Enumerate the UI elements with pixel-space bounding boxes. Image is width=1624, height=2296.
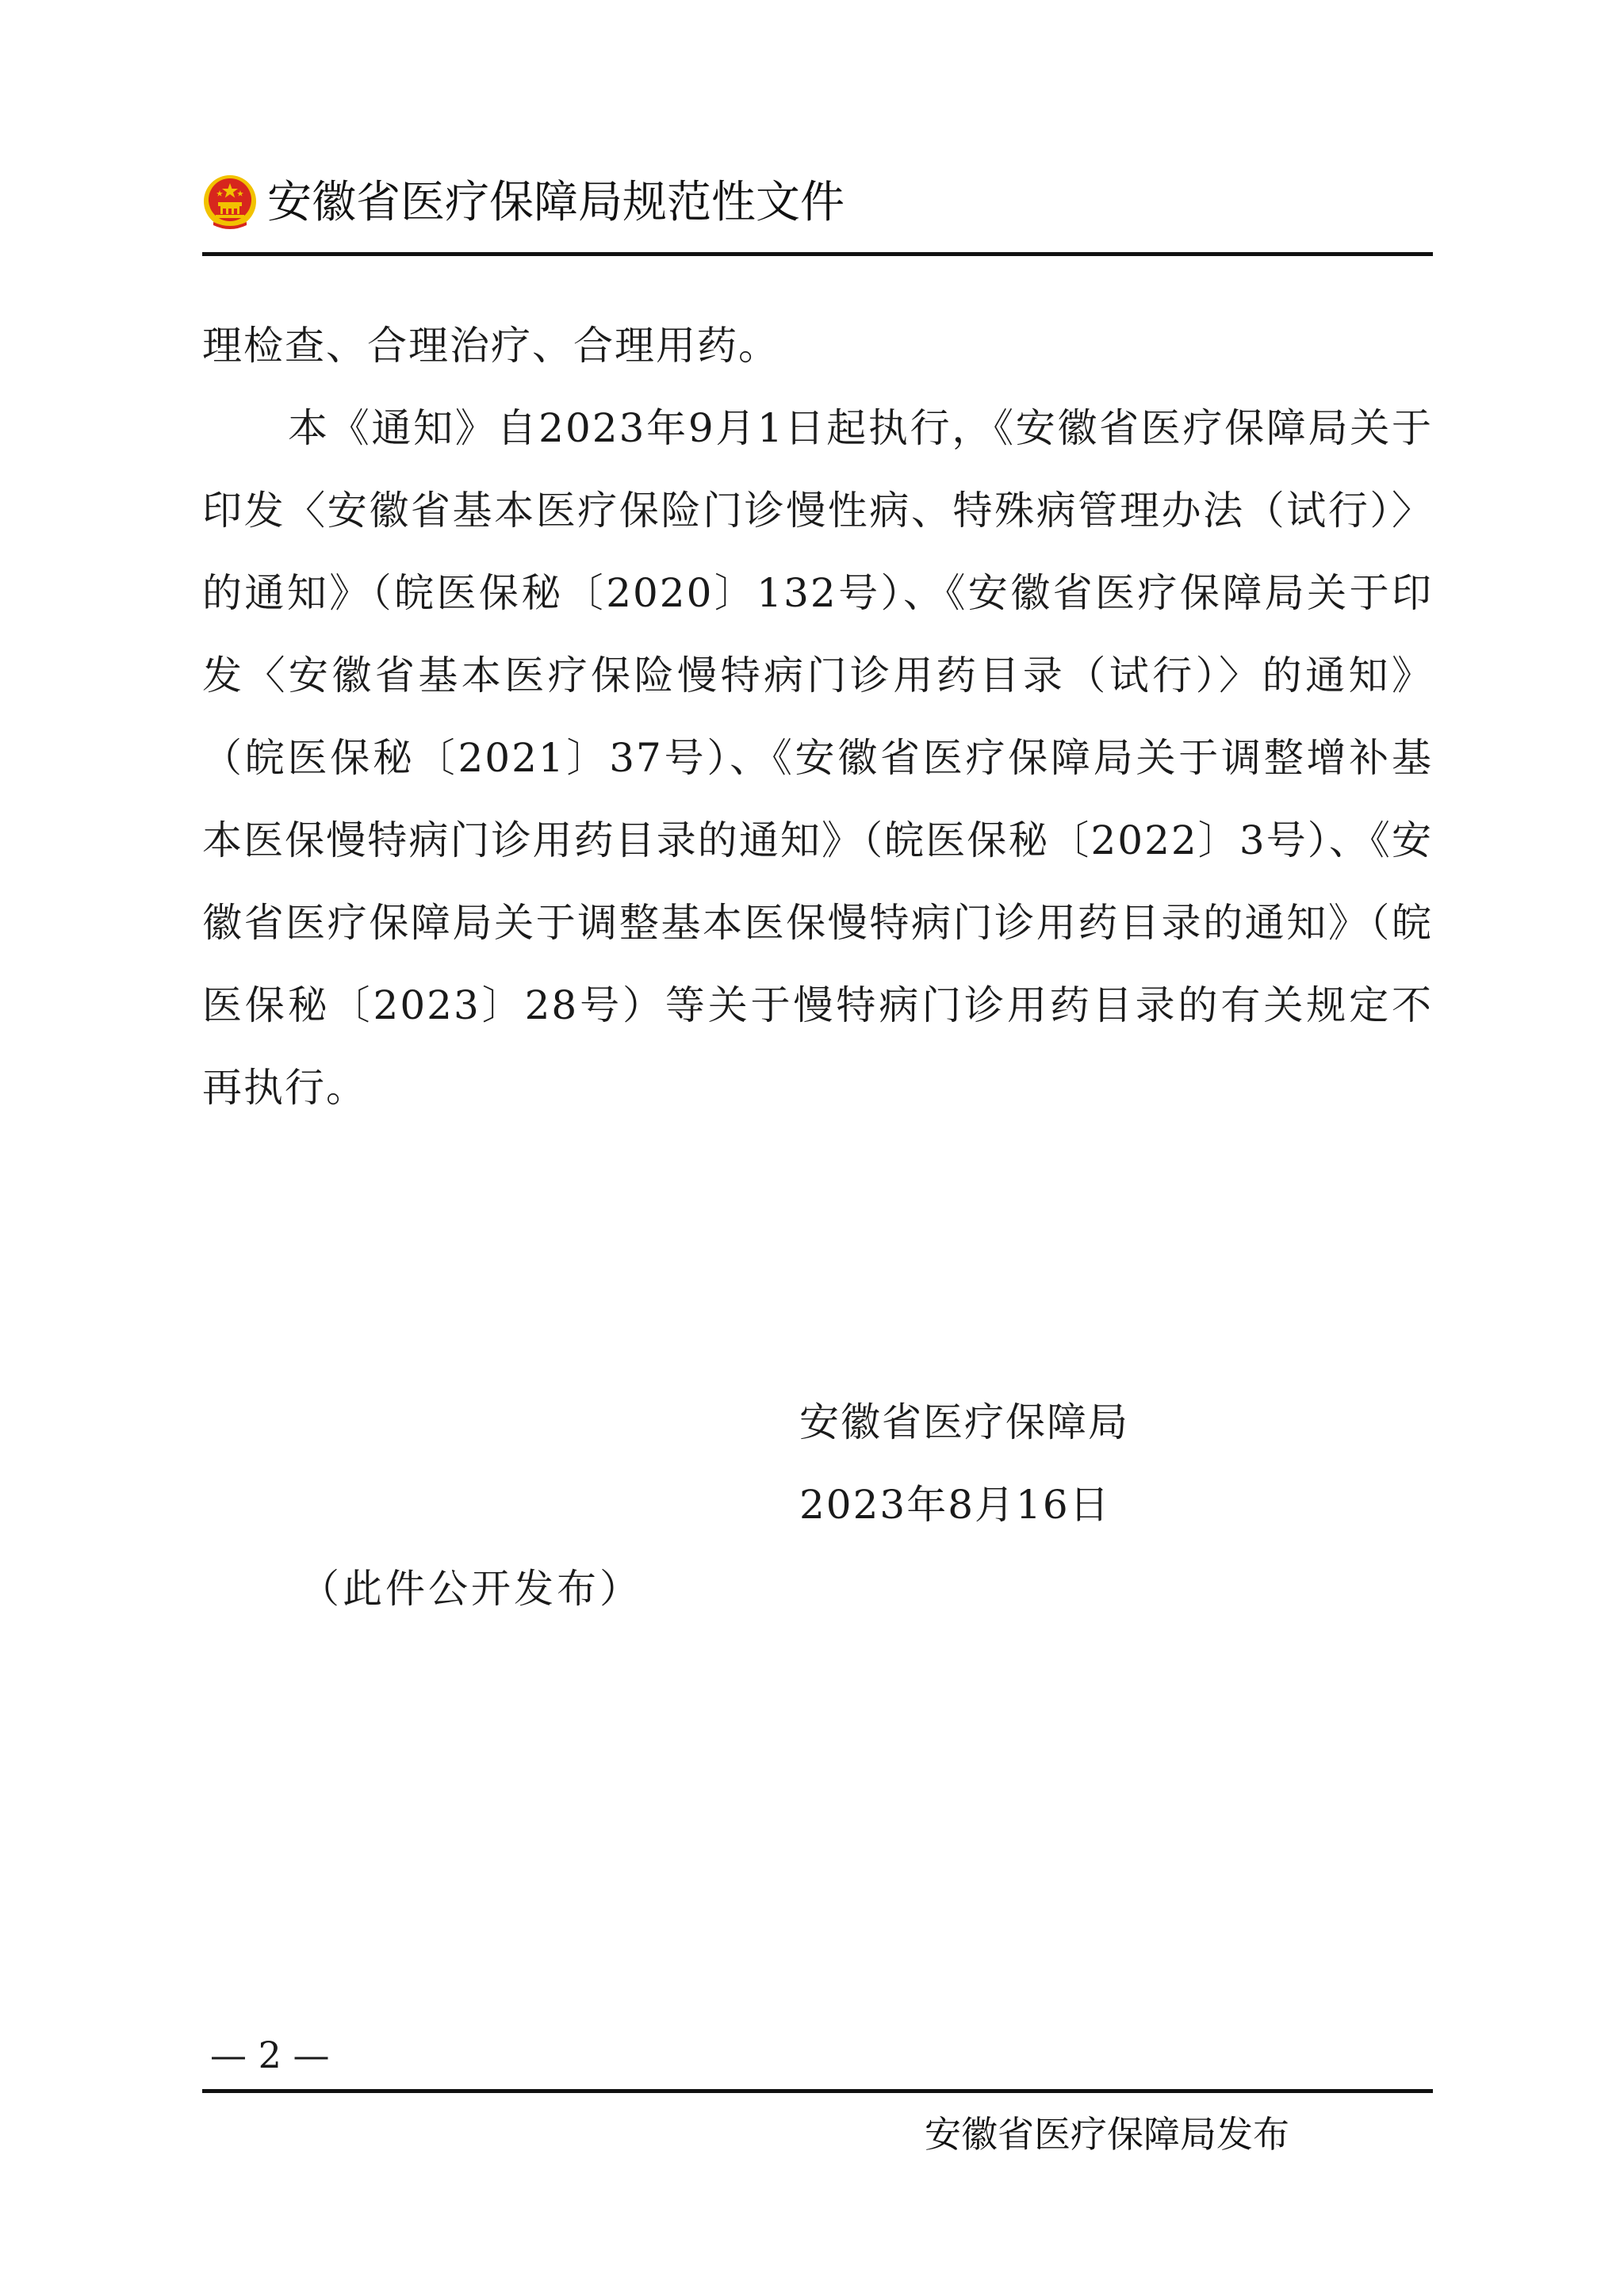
document-header <box>202 168 1433 239</box>
national-emblem-icon <box>202 173 258 233</box>
document-body <box>202 304 1433 1129</box>
public-release-note: （此件公开发布） <box>300 1566 642 1612</box>
footer-publisher: 安徽省医疗保障局发布 <box>925 2113 1289 2156</box>
header-title: 安徽省医疗保障局规范性文件 <box>267 177 845 228</box>
header-divider <box>202 252 1433 256</box>
footer-divider <box>202 2089 1433 2093</box>
page-number: — 2 — <box>210 2034 330 2076</box>
signature-date: 2023年8月16日 <box>799 1482 1111 1528</box>
signature-organization: 安徽省医疗保障局 <box>799 1399 1129 1445</box>
body-paragraph-effective-date: 本《通知》自2023年9月1日起执行，《安徽省医疗保障局关于印发〈安徽省基本医疗保险门诊慢性病、特殊病管理办法（试行）〉的通知》（皖医保秘〔2020〕132号）、《安徽省医疗保障局关于印发〈安徽省基本医疗保险慢特病门诊用药目录（试行）〉的通知》（皖医保秘〔2021〕37号）、《安徽省医疗保障局关于调整增补基本医保慢特病门诊用药目录的通知》（皖医保秘〔2022〕3号）、《安徽省医疗保障局关于调整基本医保慢特病门诊用药目录的通知》（皖医保秘〔2023〕28号）等关于慢特病门诊用药目录的有关规定不再执行。 <box>202 405 1433 1111</box>
body-paragraph-continuation: 理检查、合理治疗、合理用药。 <box>202 323 779 369</box>
